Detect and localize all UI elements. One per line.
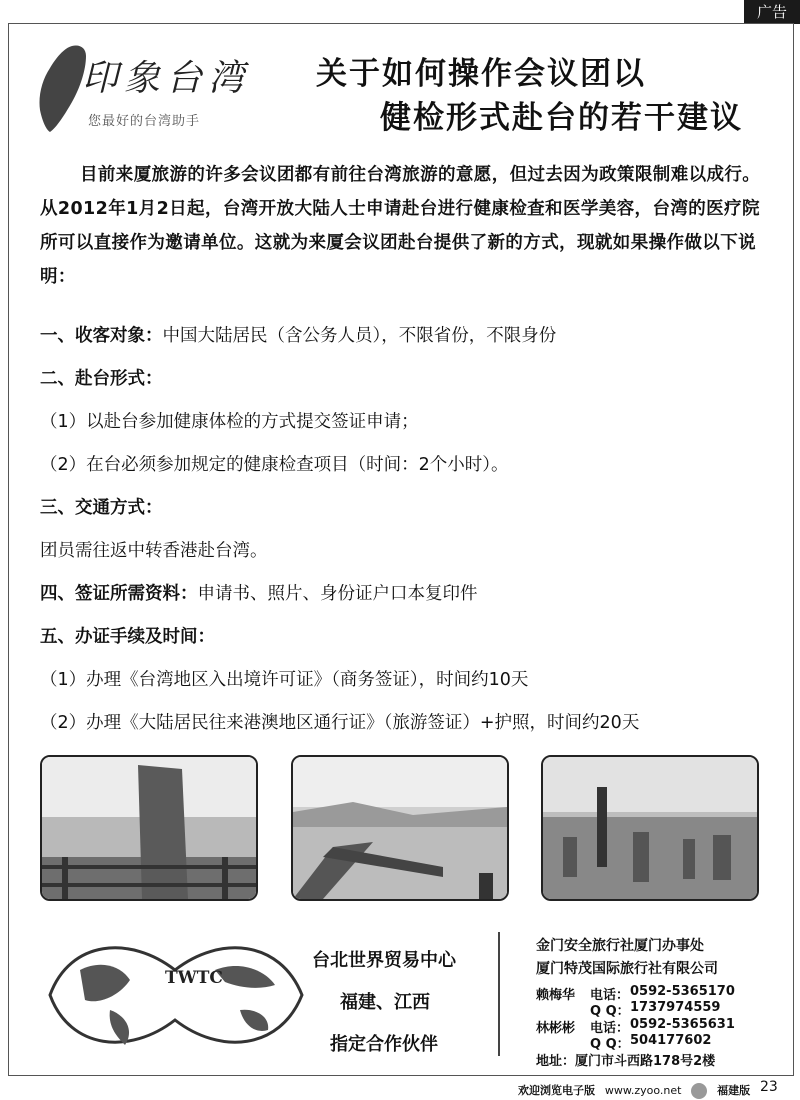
tel-label-1: 电话： bbox=[590, 988, 630, 1003]
item-text: 中国大陆居民（含公务人员），不限省份，不限身份 bbox=[162, 326, 557, 346]
twtc-line3: 指定合作伙伴 bbox=[330, 1034, 438, 1055]
person2-tel: 0592-5365631 bbox=[630, 1017, 735, 1032]
logo-script: 印象台湾 bbox=[82, 58, 251, 99]
footer-left: 欢迎浏览电子版 bbox=[518, 1084, 595, 1097]
photo-city-skyline bbox=[541, 755, 759, 901]
item-head: 二、赴台形式： bbox=[40, 369, 163, 389]
item-line bbox=[40, 623, 215, 648]
item-line bbox=[40, 408, 419, 433]
item-line bbox=[40, 709, 639, 734]
divider-line bbox=[498, 932, 500, 1056]
photo-stone-monument bbox=[40, 755, 258, 901]
ad-tag: 广告 bbox=[744, 0, 800, 24]
twtc-globe-logo bbox=[40, 930, 310, 1060]
twtc-logo-text: TWTC bbox=[165, 968, 223, 988]
person1-name: 赖梅华 bbox=[536, 988, 576, 1003]
footer-url[interactable]: www.zyoo.net bbox=[604, 1084, 682, 1097]
item-text: （2）在台必须参加规定的健康检查项目（时间：2个小时）。 bbox=[40, 455, 509, 475]
item-line bbox=[40, 580, 478, 605]
item-line bbox=[40, 365, 163, 390]
item-head: 四、签证所需资料： bbox=[40, 584, 198, 604]
item-head: 三、交通方式： bbox=[40, 498, 163, 518]
item-line bbox=[40, 451, 509, 476]
tel-label-2: 电话： bbox=[590, 1021, 630, 1036]
photo-pier-lake bbox=[291, 755, 509, 901]
item-line bbox=[40, 537, 268, 562]
item-text: 团员需往返中转香港赴台湾。 bbox=[40, 541, 268, 561]
item-line bbox=[40, 322, 556, 347]
person2-name: 林彬彬 bbox=[536, 1021, 576, 1036]
item-line bbox=[40, 666, 528, 691]
org1: 金门安全旅行社厦门办事处 bbox=[536, 938, 704, 954]
footer bbox=[518, 1082, 750, 1099]
org2: 厦门特茂国际旅行社有限公司 bbox=[536, 961, 718, 977]
title-line1: 关于如何操作会议团以 bbox=[316, 56, 646, 92]
item-text: （2）办理《大陆居民往来港澳地区通行证》（旅游签证）+护照，时间约20天 bbox=[40, 713, 640, 733]
page-number: 23 bbox=[760, 1079, 778, 1095]
qq-label-1: Q Q： bbox=[590, 1004, 630, 1019]
person1-tel: 0592-5365170 bbox=[630, 984, 735, 999]
item-head: 一、收客对象： bbox=[40, 326, 163, 346]
item-text: 申请书、照片、身份证户口本复印件 bbox=[197, 584, 478, 604]
logo-slogan: 您最好的台湾助手 bbox=[88, 114, 201, 129]
qq-label-2: Q Q： bbox=[590, 1037, 630, 1052]
title-line2: 健检形式赴台的若干建议 bbox=[380, 100, 743, 136]
twtc-line2: 福建、江西 bbox=[340, 992, 430, 1013]
red-logo-icon bbox=[691, 1083, 707, 1099]
person2-qq: 504177602 bbox=[630, 1033, 712, 1048]
item-text: （1）以赴台参加健康体检的方式提交签证申请； bbox=[40, 412, 419, 432]
intro-paragraph: 目前来厦旅游的许多会议团都有前往台湾旅游的意愿，但过去因为政策限制难以成行。从2012年1月2日起，台湾开放大陆人士申请赴台进行健康检查和医学美容，台湾的医疗院所可以直接作为邀请单位。这就为来厦会议团赴台提供了新的方式，现就如果操作做以下说明： bbox=[40, 165, 761, 287]
item-text: （1）办理《台湾地区入出境许可证》（商务签证），时间约10天 bbox=[40, 670, 529, 690]
person1-qq: 1737974559 bbox=[630, 1000, 721, 1015]
item-head: 五、办证手续及时间： bbox=[40, 627, 215, 647]
address: 地址：厦门市斗西路178号2楼 bbox=[536, 1054, 716, 1069]
footer-edition: 福建版 bbox=[717, 1084, 751, 1097]
twtc-line1: 台北世界贸易中心 bbox=[312, 950, 456, 971]
item-line bbox=[40, 494, 163, 519]
